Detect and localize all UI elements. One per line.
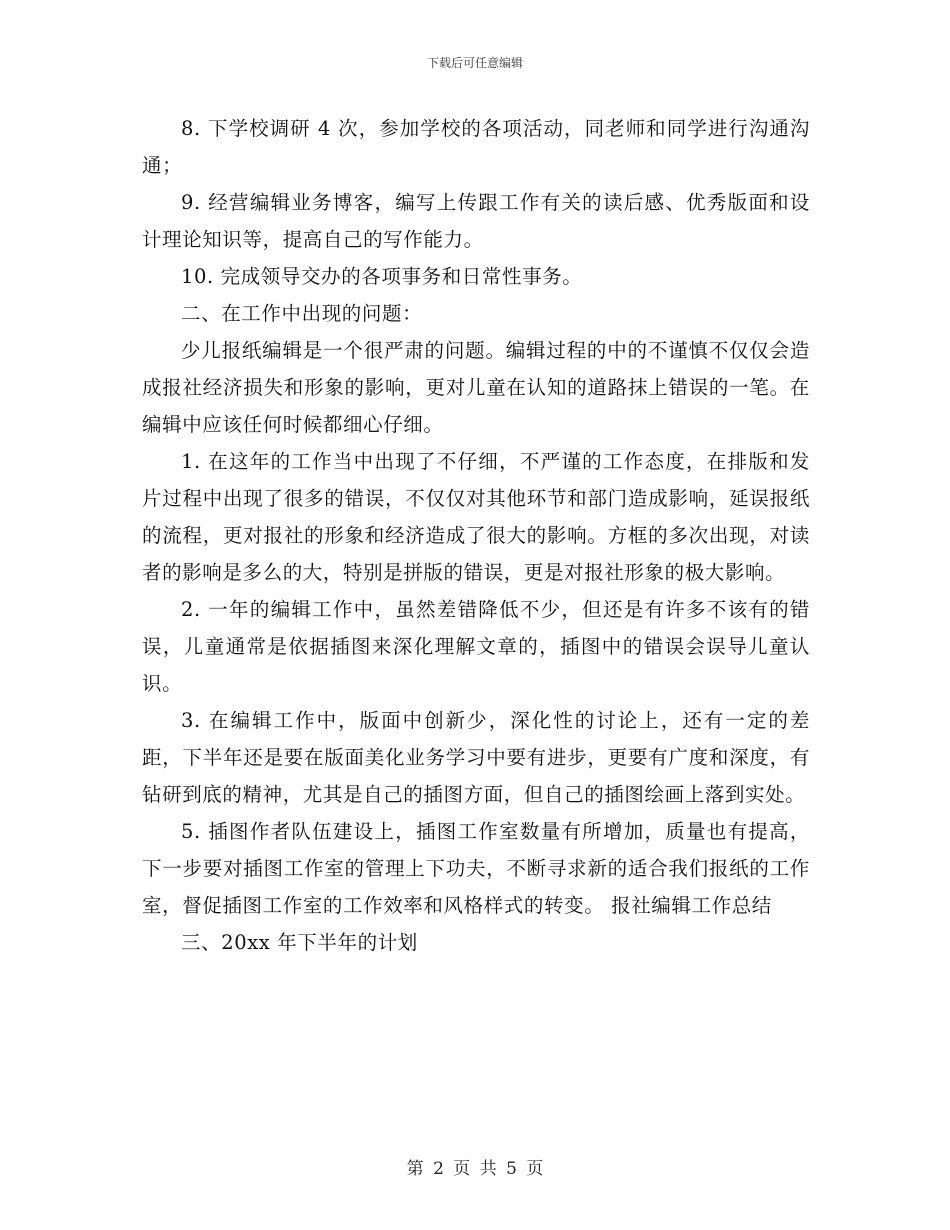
paragraph-problem-2: 2. 一年的编辑工作中，虽然差错降低不少，但还是有许多不该有的错误，儿童通常是依据插图来深化理解文章的，插图中的错误会误导儿童认识。 [142,598,810,695]
paragraph-problems-intro: 少儿报纸编辑是一个很严肃的问题。编辑过程的中的不谨慎不仅仅会造成报社经济损失和形象的影响，更对儿童在认知的道路抹上错误的一笔。在编辑中应该任何时候都细心仔细。 [142,339,810,436]
paragraph-item-9: 9. 经营编辑业务博客，编写上传跟工作有关的读后感、优秀版面和设计理论知识等，提高自己的写作能力。 [142,191,810,251]
paragraph-problem-1: 1. 在这年的工作当中出现了不仔细，不严谨的工作态度，在排版和发片过程中出现了很多的错误，不仅仅对其他环节和部门造成影响，延误报纸的流程，更对报社的形象和经济造成了很大的影响。方框的多次出现，对读者的影响是多么的大，特别是拼版的错误，更是对报社形象的极大影响。 [142,450,810,584]
paragraph-problem-3: 3. 在编辑工作中，版面中创新少，深化性的讨论上，还有一定的差距，下半年还是要在版面美化业务学习中要有进步，更要有广度和深度，有钻研到底的精神，尤其是自己的插图方面，但自己的插图绘画上落到实处。 [142,709,810,806]
section-heading-plan: 三、20xx 年下半年的计划 [181,931,418,954]
document-body [142,110,810,961]
page-header: 下载后可任意编辑 [426,56,523,70]
section-heading-problems: 二、在工作中出现的问题： [181,302,423,325]
paragraph-item-8: 8. 下学校调研 4 次，参加学校的各项活动，同老师和同学进行沟通沟通； [142,117,810,177]
page-footer: 第 2 页 共 5 页 [406,1159,544,1179]
paragraph-item-10: 10. 完成领导交办的各项事务和日常性事务。 [181,265,583,288]
paragraph-problem-5: 5. 插图作者队伍建设上，插图工作室数量有所增加，质量也有提高，下一步要对插图工作室的管理上下功夫，不断寻求新的适合我们报纸的工作室，督促插图工作室的工作效率和风格样式的转变。 报社编辑工作总结 [142,820,810,917]
